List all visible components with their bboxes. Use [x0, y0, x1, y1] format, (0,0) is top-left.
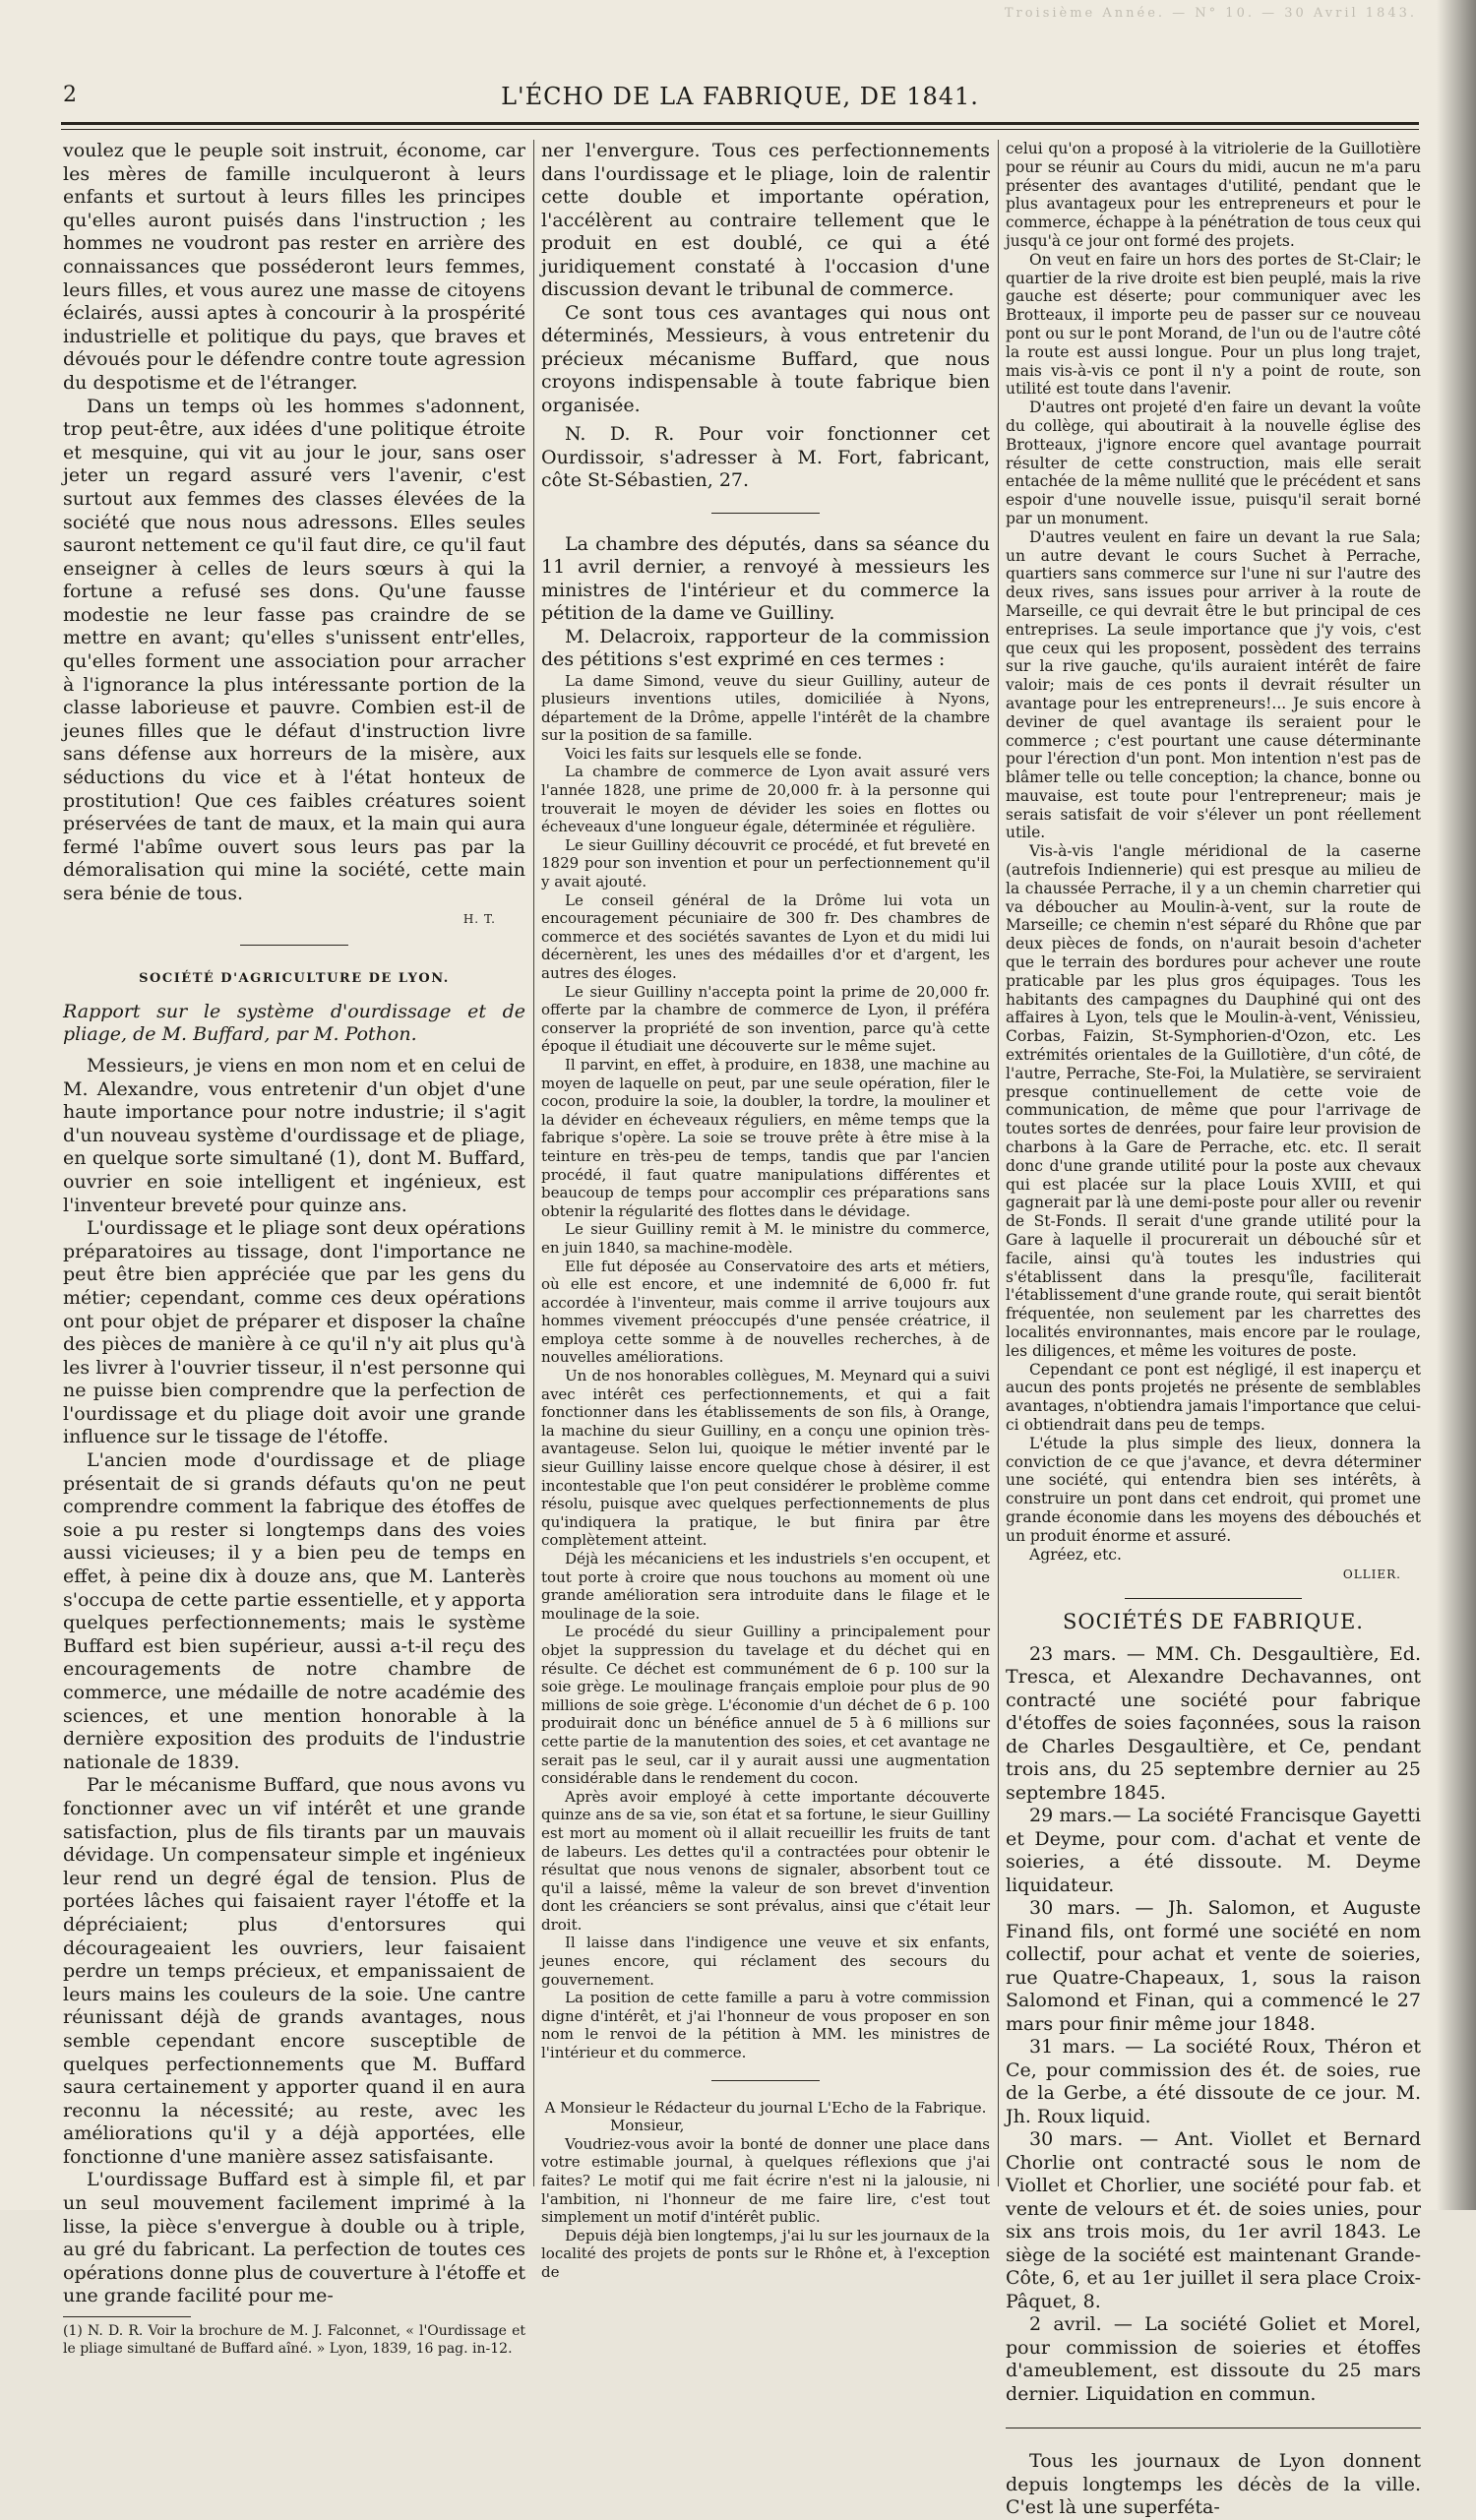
- separator-rule: [240, 945, 348, 946]
- separator-rule: [711, 2080, 820, 2081]
- letter-paragraph: L'étude la plus simple des lieux, donnera la conviction de ce que j'avance, et devra déterminer une société, qui entendra bien ses intérêts, à construire un pont dans cet endroit, qui promet une grande économie dans les moyens des débouchés et un produit énorme et assuré.: [1006, 1434, 1421, 1545]
- separator-rule: [711, 513, 820, 514]
- header-rule: [61, 122, 1419, 130]
- bleed-through-text: Troisième Année. — N° 10. — 30 Avril 1843.: [1004, 6, 1417, 21]
- report-paragraph: Le sieur Guilliny remit à M. le ministre du commerce, en juin 1840, sa machine-modèle.: [541, 1220, 990, 1257]
- signature: OLLIER.: [1342, 1567, 1401, 1582]
- letter-paragraph: Cependant ce pont est négligé, il est inaperçu et aucun des ponts projetés ne présente de semblables avantages, n'obtiendra jamais l'importance que celui-ci obtiendrait dans peu de temps.: [1006, 1360, 1421, 1434]
- letter-address: A Monsieur le Rédacteur du journal L'Echo de la Fabrique.: [544, 2098, 987, 2117]
- separator-rule: [1125, 1598, 1302, 1599]
- paragraph: voulez que le peuple soit instruit, économe, car les mères de famille inculqueront à leurs enfants et surtout à leurs filles les principes qu'elles auront puisés dans l'instruction ; les hommes ne voudront pas rester en arrière des connaissances que posséderont leurs femmes, leurs filles, et vous aurez une masse de citoyens éclairés, aussi aptes à concourir à la prospérité industrielle et politique du pays, que braves et dévoués pour le défendre contre toute agression du despotisme et de l'étranger.: [63, 140, 525, 394]
- paragraph: Tous les journaux de Lyon donnent depuis longtemps les décès de la ville. C'est là une superféta-: [1006, 2450, 1421, 2519]
- letter-paragraph: D'autres veulent en faire un devant la rue Sala; un autre devant le cours Suchet à Perrache, quartiers sans commerce sur l'une ni sur l'autre des deux rives, sans issues pour arriver à la route de Marseille, ce qui devrait être le but principal de ces entreprises. La seule importance que j'y vois, c'est que ceux qui les proposent, possèdent des terrains sur la rive gauche, qu'ils auraient intérêt de faire valoir; mais de ces ponts il devrait résulter un avantage pour les entrepreneurs!... Je suis encore à deviner de quel avantage ils seraient pour le commerce ; c'est pourtant une cause déterminante pour l'érection d'un pont. Mon intention n'est pas de blâmer telle ou telle conception; la chance, bonne ou mauvaise, est toute pour l'entrepreneur; mais je serais satisfait de voir s'élever un pont réellement utile.: [1006, 527, 1421, 842]
- page-header: [61, 83, 1419, 116]
- binding-shadow: [1437, 0, 1476, 2210]
- section-title: SOCIÉTÉS DE FABRIQUE.: [1063, 1610, 1364, 1634]
- company-notice: 23 mars. — MM. Ch. Desgaultière, Ed. Tresca, et Alexandre Dechavannes, ont contracté une société pour fabrique d'étoffes de soies façonnées, sous la raison de Charles Desgaultière, et Ce, pendant trois ans, du 25 septembre dernier au 25 septembre 1845.: [1006, 1642, 1421, 1804]
- report-paragraph: Le sieur Guilliny découvrit ce procédé, et fut breveté en 1829 pour son invention et pour un perfectionnement qu'il y avait ajouté.: [541, 835, 990, 891]
- report-paragraph: Après avoir employé à cette importante découverte quinze ans de sa vie, son état et sa fortune, le sieur Guilliny est mort au moment où il allait recueillir les fruits de tant de labeurs. Les dettes qu'il a contractées pour obtenir le résultat que nous venons de signaler, absorbent tout ce qu'il a laissé, même la valeur de son brevet d'invention dont les créanciers se sont prévalus, ainsi que c'était leur droit.: [541, 1787, 990, 1934]
- report-paragraph: La position de cette famille a paru à votre commission digne d'intérêt, et j'ai l'honneur de vous proposer en son nom le renvoi de la pétition à MM. les ministres de l'intérieur et du commerce.: [541, 1989, 990, 2062]
- report-paragraph: Elle fut déposée au Conservatoire des arts et métiers, où elle est encore, et une indemnité de 6,000 fr. fut accordée à l'inventeur, mais comme il arrive toujours aux hommes vivement préoccupés d'une pensée créatrice, il employa cette somme à de nouvelles recherches, à de nouvelles améliorations.: [541, 1257, 990, 1367]
- report-paragraph: Le conseil général de la Drôme lui vota un encouragement pécuniaire de 300 fr. Des chambres de commerce et des sociétés savantes de Lyon et du midi lui décernèrent, les unes des médailles d'or et d'argent, les autres des éloges.: [541, 891, 990, 982]
- paragraph: Ce sont tous ces avantages qui nous ont déterminés, Messieurs, à vous entretenir du précieux mécanisme Buffard, que nous croyons indispensable à toute fabrique bien organisée.: [541, 301, 990, 416]
- letter-paragraph: Depuis déjà bien longtemps, j'ai lu sur les journaux de la localité des projets de ponts sur le Rhône et, à l'exception de: [541, 2226, 990, 2281]
- report-paragraph: La dame Simond, veuve du sieur Guilliny, auteur de plusieurs inventions utiles, domiciliée à Nyons, département de la Drôme, appelle l'intérêt de la chambre sur la position de sa famille.: [541, 671, 990, 745]
- letter-paragraph: On veut en faire un hors des portes de St-Clair; le quartier de la rive droite est bien peuplé, mais la rive gauche est déserte; pour communiquer avec les Brotteaux, il importe peu de passer sur ce nouveau pont ou sur le pont Morand, de l'un ou de l'autre côté la route est aussi longue. Pour un plus long trajet, mais vis-à-vis ce pont il n'y a point de route, son utilité est toute dans l'avenir.: [1006, 250, 1421, 399]
- company-notice: 30 mars. — Ant. Viollet et Bernard Chorlie ont contracté sous le nom de Viollet et Chorlier, une société pour fab. et vente de velours et ét. de soies unies, pour six ans trois mois, du 1er avril 1843. Le siège de la société est maintenant Grande-Côte, 6, et au 1er juillet il sera place Croix-Pâquet, 8.: [1006, 2128, 1421, 2312]
- letter-salutation: Monsieur,: [610, 2117, 685, 2135]
- report-paragraph: Un de nos honorables collègues, M. Meynard qui a suivi avec intérêt ces perfectionnements, et qui a fait fonctionner dans les établissements de son fils, à Orange, la machine du sieur Guilliny, en a conçu une opinion très-avantageuse. Selon lui, quoique le métier inventé par le sieur Guilliny laisse encore quelque chose à désirer, il est incontestable que l'on peut considérer le problème comme résolu, puisque avec quelques perfectionnements de plus qu'indiquera la pratique, le but finira par être complètement atteint.: [541, 1367, 990, 1550]
- letter-paragraph: Voudriez-vous avoir la bonté de donner une place dans votre estimable journal, à quelques réflexions que j'ai faites? Le motif qui me fait écrire n'est ni la jalousie, ni l'ambition, ni l'honneur de me faire lire, c'est tout simplement un motif d'intérêt public.: [541, 2134, 990, 2227]
- signature: H. T.: [462, 911, 496, 926]
- paragraph: Messieurs, je viens en mon nom et en celui de M. Alexandre, vous entretenir d'un objet d'une haute importance pour notre industrie; il s'agit d'un nouveau système d'ourdissage et de pliage, en quelque sorte simultané (1), dont M. Buffard, ouvrier en soie intelligent et ingénieux, est l'inventeur breveté pour quinze ans.: [63, 1054, 525, 1216]
- paragraph: M. Delacroix, rapporteur de la commission des pétitions s'est exprimé en ces termes :: [541, 625, 990, 670]
- newspaper-title: L'ÉCHO DE LA FABRIQUE, DE 1841.: [501, 83, 979, 110]
- editor-note: N. D. R. Pour voir fonctionner cet Ourdissoir, s'adresser à M. Fort, fabricant, côte St-Sébastien, 27.: [541, 423, 990, 491]
- report-title: Rapport sur le système d'ourdissage et de pliage, de M. Buffard, par M. Pothon.: [63, 1000, 525, 1046]
- column-divider: [533, 140, 534, 2186]
- letter-paragraph: D'autres ont projeté d'en faire un devant la voûte du collège, qui aboutirait à la nouvelle église des Brotteaux, j'ignore encore quel avantage pourrait résulter de cette construction, mais elle serait entachée de la même nullité que le précédent et sans espoir d'une nouvelle issue, puisqu'il serait borné par un monument.: [1006, 399, 1421, 527]
- company-notice: 31 mars. — La société Roux, Théron et Ce, pour commission des ét. de soies, rue de la Gerbe, a été dissoute de ce jour. M. Jh. Roux liquid.: [1006, 2036, 1421, 2127]
- paragraph: L'ourdissage Buffard est à simple fil, et par un seul mouvement facilement imprimé à la lisse, la pièce s'envergue à double ou à triple, au gré du fabricant. La perfection de toutes ces opérations donne plus de couverture à l'étoffe et une grande facilité pour me-: [63, 2169, 525, 2307]
- company-notice: 30 mars. — Jh. Salomon, et Auguste Finand fils, ont formé une société en nom collectif, pour achat et vente de soieries, rue Quatre-Chapeaux, 1, sous la raison Salomond et Finan, qui a commencé le 27 mars pour finir même jour 1848.: [1006, 1897, 1421, 2035]
- report-paragraph: Le sieur Guilliny n'accepta point la prime de 20,000 fr. offerte par la chambre de commerce de Lyon, il préféra conserver la propriété de son invention, parce qu'à cette époque il étudiait une découverte sur le même sujet.: [541, 982, 990, 1056]
- report-paragraph: La chambre de commerce de Lyon avait assuré vers l'année 1828, une prime de 20,000 fr. à la personne qui trouverait le moyen de dévider les soies en flottes ou écheveaux d'une longueur égale, déterminée et régulière.: [541, 763, 990, 836]
- company-notice: 2 avril. — La société Goliet et Morel, pour commission de soieries et étoffes d'ameublement, est dissoute du 25 mars dernier. Liquidation en commun.: [1006, 2313, 1421, 2405]
- column-3: [1006, 140, 1421, 2519]
- report-paragraph: Il parvint, en effet, à produire, en 1838, une machine au moyen de laquelle on peut, par une seule opération, filer le cocon, produire la soie, la doubler, la tordre, la mouliner et la dévider en écheveaux réguliers, en même temps que la fabrique s'opère. La soie se trouve prête à être mise à la teinture en très-peu de temps, tandis que par l'ancien procédé, il faut quatre manipulations différentes et beaucoup de temps pour accomplir ces préparations sans obtenir la régularité des flottes dans le dévidage.: [541, 1055, 990, 1220]
- paragraph: La chambre des députés, dans sa séance du 11 avril dernier, a renvoyé à messieurs les ministres de l'intérieur et du commerce la pétition de la dame ve Guilliny.: [541, 532, 990, 624]
- paragraph: Par le mécanisme Buffard, que nous avons vu fonctionner avec un vif intérêt et une grande satisfaction, plus de fils tirants par un mauvais dévidage. Un compensateur simple et ingénieux leur rend un degré égal de tension. Plus de portées lâches qui faisaient rayer l'étoffe et la dépréciaient; plus d'entorsures qui décourageaient les ouvriers, leur faisaient perdre un temps précieux, et empanissaient de leurs mains les couleurs de la soie. Une cantre réunissant déjà de grands avantages, nous semble cependant encore susceptible de quelques perfectionnements que M. Buffard saura certainement y apporter quand il en aura reconnu la nécessité; au reste, avec les améliorations qu'il y a déjà apportées, elle fonctionne d'une manière assez satisfaisante.: [63, 1774, 525, 2168]
- column-1: [63, 140, 525, 2357]
- report-paragraph: Voici les faits sur lesquels elle se fonde.: [565, 744, 863, 763]
- company-notice: 29 mars.— La société Francisque Gayetti et Deyme, pour com. d'achat et vente de soieries, a été dissoute. M. Deyme liquidateur.: [1006, 1805, 1421, 1896]
- footnote: (1) N. D. R. Voir la brochure de M. J. Falconnet, « l'Ourdissage et le pliage simultané de Buffard aîné. » Lyon, 1839, 16 pag. in-12.: [63, 2323, 525, 2357]
- page-number: 2: [63, 83, 77, 107]
- report-paragraph: Le procédé du sieur Guilliny a principalement pour objet la suppression du tavelage et du déchet qui en résulte. Ce déchet est communément de 6 p. 100 sur la soie grège. Le moulinage français emploie pour plus de 90 millions de soie grège. L'économie d'un déchet de 6 p. 100 produirait donc un bénéfice annuel de 5 à 6 millions sur cette partie de la manutention des soies, et cet avantage ne serait pas le seul, car il y aurait aussi une augmentation considérable dans le rendement du cocon.: [541, 1623, 990, 1788]
- report-paragraph: Il laisse dans l'indigence une veuve et six enfants, jeunes encore, qui réclament des secours du gouvernement.: [541, 1934, 990, 1989]
- letter-paragraph: Vis-à-vis l'angle méridional de la caserne (autrefois Indiennerie) qui est presque au milieu de la chaussée Perrache, il y a un chemin charretier qui va déboucher au Moulin-à-vent, sur la route de Marseille; ce chemin n'est séparé du Rhône que par deux pièces de fonds, on n'aurait besoin d'acheter que le terrain des bordures pour achever une route praticable par les plus gros équipages. Tous les habitants des campagnes du Dauphiné qui ont des affaires à Lyon, tels que le Moulin-à-vent, Vénissieu, Corbas, Faizin, St-Symphorien-d'Ozon, etc. Les extrémités orientales de la Guillotière, d'un côté, de l'autre, Perrache, Ste-Foi, la Mulatière, se serviraient presque continuellement de cette voie de communication, de même que pour l'arrivage de toutes sortes de denrées, pour faire leur provision de charbons à la Gare de Perrache, etc. etc. Il serait donc d'une grande utilité pour la poste aux chevaux qui est placée sur la place Louis XVIII, et qui gagnerait par là une demi-poste pour aller ou revenir de St-Fonds. Il serait d'une grande utilité pour la Gare à laquelle il procurerait un débouché sûr et facile, ainsi qu'à toutes les industries qui s'établissent dans la presqu'île, faciliterait l'établissement d'une grande route, qui serait bientôt fréquentée, non seulement par les charrettes des localités environnantes, mais encore par le roulage, les diligences, et même les voitures de poste.: [1006, 842, 1421, 1360]
- section-title: SOCIÉTÉ D'AGRICULTURE DE LYON.: [139, 971, 450, 987]
- footnote-rule: [63, 2316, 191, 2317]
- paragraph: ner l'envergure. Tous ces perfectionnements dans l'ourdissage et le pliage, loin de ralentir cette double et importante opération, l'accélèrent au contraire tellement que le produit en est doublé, ce qui a été juridiquement constaté à l'occasion d'une discussion devant le tribunal de commerce.: [541, 140, 990, 300]
- column-divider: [998, 140, 999, 2186]
- paragraph: L'ancien mode d'ourdissage et de pliage présentait de si grands défauts qu'on ne peut comprendre comment la fabrique des étoffes de soie a pu rester si longtemps dans des voies aussi vicieuses; il y a bien peu de temps en effet, à peine dix à douze ans, que M. Lanterès s'occupa de cette partie essentielle, et y apporta quelques perfectionnements; mais le système Buffard est bien supérieur, aussi a-t-il reçu des encouragements de notre chambre de commerce, une médaille de notre académie des sciences, et une mention honorable à la dernière exposition des produits de l'industrie nationale de 1839.: [63, 1449, 525, 1773]
- letter-closing: Agréez, etc.: [1029, 1545, 1122, 1564]
- letter-paragraph: celui qu'on a proposé à la vitriolerie de la Guillotière pour se réunir au Cours du midi, aucun ne m'a paru présenter des avantages d'utilité, pendant que le plus avantageux pour les entrepreneurs et pour le commerce, échappe à la pénétration de tous ceux qui jusqu'à ce jour ont formé des projets.: [1006, 140, 1421, 250]
- report-paragraph: Déjà les mécaniciens et les industriels s'en occupent, et tout porte à croire que nous touchons au moment où une grande amélioration sera introduite dans le filage et le moulinage de la soie.: [541, 1550, 990, 1623]
- paragraph: L'ourdissage et le pliage sont deux opérations préparatoires au tissage, dont l'importance ne peut être bien appréciée que par les gens du métier; cependant, comme ces deux opérations ont pour objet de préparer et disposer la chaîne des pièces de manière à ce qu'il n'y ait plus qu'à les livrer à l'ouvrier tisseur, il n'est personne qui ne puisse bien comprendre que la perfection de l'ourdissage et du pliage doit avoir une grande influence sur le tissage de l'étoffe.: [63, 1217, 525, 1448]
- paragraph: Dans un temps où les hommes s'adonnent, trop peut-être, aux idées d'une politique étroite et mesquine, qui vit au jour le jour, sans oser jeter un regard assuré vers l'avenir, c'est surtout aux femmes des classes élevées de la société que nous nous adressons. Elles seules sauront nettement ce qu'il faut dire, ce qu'il faut enseigner à celles de leurs sœurs à qui la fortune a refusé ses dons. Qu'une fausse modestie ne leur fasse pas craindre de se mettre en avant; qu'elles s'unissent entr'elles, qu'elles forment une association pour arracher à l'ignorance la plus intéressante portion de la classe laborieuse et pauvre. Combien est-il de jeunes filles que le défaut d'instruction livre sans défense aux horreurs de la misère, aux séductions du vice et à l'état honteux de prostitution! Que ces faibles créatures soient préservées de tant de maux, et la main qui aura fermé l'abîme ouvert sous leurs pas par la démoralisation qui mine la société, cette main sera bénie de tous.: [63, 395, 525, 904]
- column-2: [541, 140, 990, 2281]
